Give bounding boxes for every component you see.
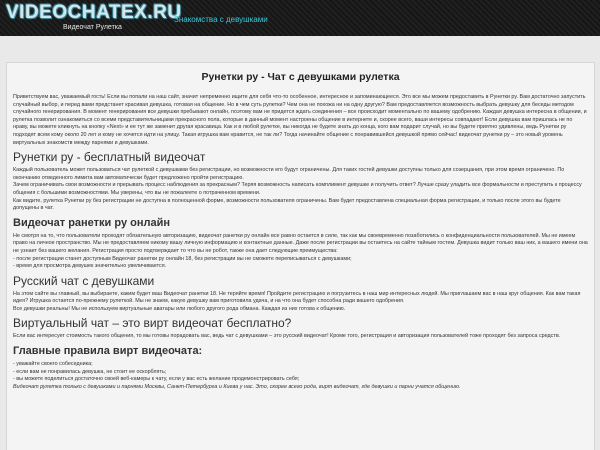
list-item: - вы можете поделиться достаточно своей веб-камеры к чату, если у вас есть желание продемонстрировать себя; — [13, 376, 300, 383]
list-item: - уважайте своего собеседника; — [13, 361, 93, 368]
paragraph: На этом сайте вы главный, вы выбираете, каким будет ваш Видеочат ранетки 18. Не теряйте время! Пройдите регистрацию и погрузитесь в наш мир интересных людей. Мы приглашаем вас в наш круг общения. Как вам такая идея? Игрушка остается по-прежнему рулеткой. Мы не знаем, какую девушку вам приготовила удача, и на что она будет способна ради вашего одобрения. — [13, 290, 581, 305]
list-item: Видеочат рулетка только с девушками и парнями Москвы, Санкт-Петербурга и Киева у нас. Это, скорее всего рода, вирт видеочат, где девушки и парни учатся общению. — [13, 383, 461, 390]
section-heading-virtual: Виртуальный чат – это вирт видеочат бесплатно? — [13, 316, 292, 331]
paragraph: Каждый пользователь может пользоваться чат рулеткой с девушками без регистрации, но возможности его будут ограничены. Для таких гостей девушки доступны только для созерцания, при этом время ограничено. По окончанию отведенного лимита вам автоматически будет предложено пройти регистрацию. — [13, 167, 565, 181]
paragraph: Не смотря на то, что пользователи проходят обязательную авторизацию, видеочат ранетки ру онлайн все равно остается в силе, так как мы своевременно позаботились о конфиденциальности пользователей. Мы не имеем право на личное пространство. Мы не предоставляем никому вашу личную информацию и контактные данные. Даже после регистрации вы остаетесь на сайте тайным гостем. Девушка видит только ваш ник, а вашего имени она не узнает без вашего желания. Регистрация просто подтверждает то что вы не робот, также она дает следующие преимущества: — [13, 232, 588, 254]
paragraph: Как видите, рулетка Рунетки ру без регистрации не доступна в полноценной форме, возможности пользователя ограничены. Вам будет предоставлена специальная форма регистрации, и только после этого вы будете допущены в чат. — [13, 197, 561, 212]
paragraph: Все девушки реальны! Мы не используем виртуальные аватары или любого другого рода обмана. Каждая из них готова к общению. — [13, 305, 346, 312]
section-heading-russian: Русский чат с девушками — [13, 273, 155, 288]
list-item: - время для просмотра девушек значительно увеличивается. — [13, 263, 167, 270]
section-heading-rules: Главные правила вирт видеочата: — [13, 345, 203, 358]
site-header — [0, 0, 600, 36]
site-tagline: Видеочат Рулетка — [63, 24, 122, 31]
section-heading-online: Видеочат ранетки ру онлайн — [13, 216, 170, 229]
page-title: Рунетки ру - Чат с девушками рулетка — [201, 71, 400, 83]
section-heading-free: Рунетки ру - бесплатный видеочат — [13, 150, 206, 165]
intro-paragraph: Приветствуем вас, уважаемый гость! Если вы попали на наш сайт, значит непременно ищите для себя что-то особенное, интересное и запоминающееся. Это все мы можем предоставить в Рунетки ру. Вам достаточно запустить случайный выбор, и перед вами предстанет красивая девушка, готовая на общение. Но в чем суть рулетки? Чем она не похожа ни на одну другую? Вам предоставляется возможность выбрать девушку для беседы методом случайного генерирования. В момент генерирования все девушки пребывают онлайн, поэтому вам не придется ждать соединения – все происходит моментально по вашему одобрению. Каждая девушка интересна в общении, и рулетка позволит ознакомиться со всеми представительницами прекрасного пола, которые в данный момент настроены общение в интернете и, скорее всего, ваши интересы совпадают! Если девушка вам пришлась не по нраву, вы можете кликнуть на кнопку «Next» и ее тут же заменит другая красавица. Как и в любой рулетке, вы никогда не будете знать до конца, кого вам подарит случай, но вы будете приятно удивлены, ведь Рунетки ру подходят всем кому около 20 лет и кому не хочется идти на улицу. Такая игрушка вам нравится, не так ли? Тогда начинайте общение с понравившейся девушкой прямо сейчас! видеочат рунетки ру – это новый уровень виртуальных знакомств между парнями и девушками. — [13, 94, 587, 146]
paragraph: Зачем ограничивать свои возможности и прерывать процесс наблюдения за прекрасным? Теряя возможность написать комплимент девушке и получить ответ? Лучше сразу уладить все формальности и преступить к процессу общения с большими возможностями. Мы уверены, что вы не пожалеете о потраченном времени. — [13, 182, 582, 196]
list-item: - если вам не понравилась девушка, не стоит ее оскорблять; — [13, 368, 167, 375]
site-logo[interactable]: VIDEOCHATEX.RU — [6, 2, 182, 23]
paragraph: Если вас интересует стоимость такого общения, то мы готовы порадовать вас, ведь чат с девушками – это русский видеочат! Кроме того, регистрация и авторизация пользователей тоже проходят без запроса средств. — [13, 333, 561, 340]
article-container — [6, 62, 595, 450]
nav-link-dating[interactable]: Знакомства с девушками — [174, 15, 268, 24]
list-item: - после регистрации станет доступным Видеочат ранетки ру онлайн 18, без регистрации вы не сможете переписываться с девушками; — [13, 255, 352, 262]
